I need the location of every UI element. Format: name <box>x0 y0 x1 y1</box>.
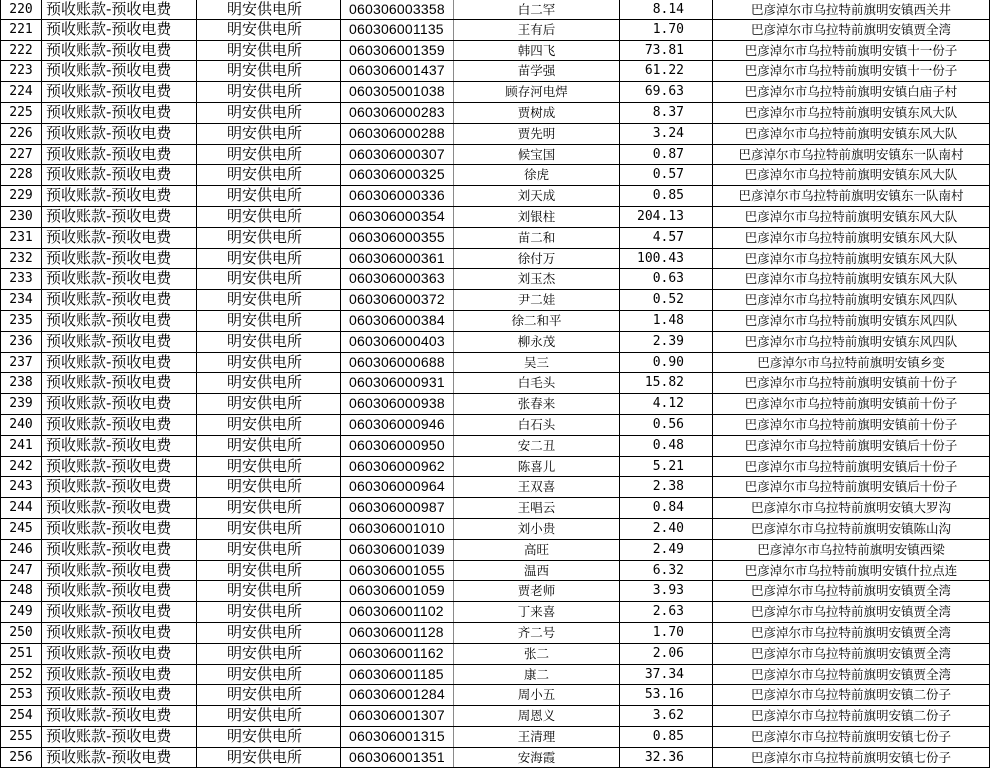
table-row <box>0 228 990 249</box>
account-number-cell[interactable]: 060306000946 <box>341 415 454 435</box>
station-cell[interactable]: 明安供电所 <box>197 290 341 310</box>
row-number-cell[interactable]: 241 <box>0 436 42 456</box>
account-cell[interactable]: 预收账款-预收电费 <box>42 353 197 373</box>
address-cell[interactable]: 巴彦淖尔市乌拉特前旗明安镇贾全湾 <box>713 623 990 643</box>
row-number-cell[interactable]: 250 <box>0 623 42 643</box>
account-cell[interactable]: 预收账款-预收电费 <box>42 477 197 497</box>
account-number-cell[interactable]: 060306000931 <box>341 373 454 393</box>
customer-name-cell[interactable]: 苗学强 <box>454 61 620 81</box>
amount-cell[interactable]: 2.38 <box>620 477 713 497</box>
address-cell[interactable]: 巴彦淖尔市乌拉特前旗明安镇七份子 <box>713 748 990 768</box>
amount-cell[interactable]: 0.56 <box>620 415 713 435</box>
account-number-cell[interactable]: 060306001039 <box>341 540 454 560</box>
address-cell[interactable]: 巴彦淖尔市乌拉特前旗明安镇贾全湾 <box>713 644 990 664</box>
amount-cell[interactable]: 4.12 <box>620 394 713 414</box>
table-row <box>0 727 990 748</box>
row-number-cell[interactable]: 221 <box>0 20 42 40</box>
station-cell[interactable]: 明安供电所 <box>197 457 341 477</box>
account-cell[interactable]: 预收账款-预收电费 <box>42 540 197 560</box>
station-cell[interactable]: 明安供电所 <box>197 373 341 393</box>
account-cell[interactable]: 预收账款-预收电费 <box>42 207 197 227</box>
amount-cell[interactable]: 0.48 <box>620 436 713 456</box>
customer-name-cell[interactable]: 徐付万 <box>454 249 620 269</box>
address-cell[interactable]: 巴彦淖尔市乌拉特前旗明安镇东风大队 <box>713 269 990 289</box>
account-number-cell[interactable]: 060306000354 <box>341 207 454 227</box>
amount-cell[interactable]: 4.57 <box>620 228 713 248</box>
address-cell[interactable]: 巴彦淖尔市乌拉特前旗明安镇后十份子 <box>713 436 990 456</box>
address-cell[interactable]: 巴彦淖尔市乌拉特前旗明安镇贾全湾 <box>713 602 990 622</box>
address-cell[interactable]: 巴彦淖尔市乌拉特前旗明安镇十一份子 <box>713 61 990 81</box>
table-row <box>0 644 990 665</box>
address-cell[interactable]: 巴彦淖尔市乌拉特前旗明安镇陈山沟 <box>713 519 990 539</box>
station-cell[interactable]: 明安供电所 <box>197 61 341 81</box>
amount-cell[interactable]: 3.93 <box>620 581 713 601</box>
address-cell[interactable]: 巴彦淖尔市乌拉特前旗明安镇东风大队 <box>713 103 990 123</box>
station-cell[interactable]: 明安供电所 <box>197 623 341 643</box>
table-row <box>0 353 990 374</box>
amount-cell[interactable]: 0.90 <box>620 353 713 373</box>
customer-name-cell[interactable]: 张二 <box>454 644 620 664</box>
address-cell[interactable]: 巴彦淖尔市乌拉特前旗明安镇后十份子 <box>713 457 990 477</box>
address-cell[interactable]: 巴彦淖尔市乌拉特前旗明安镇二份子 <box>713 685 990 705</box>
station-cell[interactable]: 明安供电所 <box>197 332 341 352</box>
amount-cell[interactable]: 0.87 <box>620 145 713 165</box>
customer-name-cell[interactable]: 吴三 <box>454 353 620 373</box>
customer-name-cell[interactable]: 刘天成 <box>454 186 620 206</box>
customer-name-cell[interactable]: 白石头 <box>454 415 620 435</box>
customer-name-cell[interactable]: 齐二号 <box>454 623 620 643</box>
account-cell[interactable]: 预收账款-预收电费 <box>42 165 197 185</box>
row-number-cell[interactable]: 255 <box>0 727 42 747</box>
row-number-cell[interactable]: 245 <box>0 519 42 539</box>
station-cell[interactable]: 明安供电所 <box>197 165 341 185</box>
station-cell[interactable]: 明安供电所 <box>197 540 341 560</box>
account-cell[interactable]: 预收账款-预收电费 <box>42 20 197 40</box>
customer-name-cell[interactable]: 陈喜儿 <box>454 457 620 477</box>
address-cell[interactable]: 巴彦淖尔市乌拉特前旗明安镇东风大队 <box>713 165 990 185</box>
account-number-cell[interactable]: 060306000336 <box>341 186 454 206</box>
customer-name-cell[interactable]: 周小五 <box>454 685 620 705</box>
station-cell[interactable]: 明安供电所 <box>197 249 341 269</box>
row-number-cell[interactable]: 237 <box>0 353 42 373</box>
customer-name-cell[interactable]: 贾老师 <box>454 581 620 601</box>
account-number-cell[interactable]: 060306000283 <box>341 103 454 123</box>
row-number-cell[interactable]: 227 <box>0 145 42 165</box>
account-cell[interactable]: 预收账款-预收电费 <box>42 623 197 643</box>
amount-cell[interactable]: 3.24 <box>620 124 713 144</box>
row-number-cell[interactable]: 231 <box>0 228 42 248</box>
account-number-cell[interactable]: 060306003358 <box>341 0 454 19</box>
amount-cell[interactable]: 8.14 <box>620 0 713 19</box>
address-cell[interactable]: 巴彦淖尔市乌拉特前旗明安镇东风大队 <box>713 249 990 269</box>
account-cell[interactable]: 预收账款-预收电费 <box>42 727 197 747</box>
table-row <box>0 373 990 394</box>
account-cell[interactable]: 预收账款-预收电费 <box>42 61 197 81</box>
table-row <box>0 249 990 270</box>
amount-cell[interactable]: 3.62 <box>620 706 713 726</box>
row-number-cell[interactable]: 234 <box>0 290 42 310</box>
customer-name-cell[interactable]: 柳永茂 <box>454 332 620 352</box>
address-cell[interactable]: 巴彦淖尔市乌拉特前旗明安镇东风四队 <box>713 332 990 352</box>
address-cell[interactable]: 巴彦淖尔市乌拉特前旗明安镇东风四队 <box>713 311 990 331</box>
station-cell[interactable]: 明安供电所 <box>197 498 341 518</box>
customer-name-cell[interactable]: 刘小贵 <box>454 519 620 539</box>
table-row <box>0 498 990 519</box>
account-cell[interactable]: 预收账款-预收电费 <box>42 82 197 102</box>
account-number-cell[interactable]: 060306000307 <box>341 145 454 165</box>
account-number-cell[interactable]: 060306001307 <box>341 706 454 726</box>
table-row <box>0 124 990 145</box>
station-cell[interactable]: 明安供电所 <box>197 353 341 373</box>
table-row <box>0 623 990 644</box>
table-row <box>0 165 990 186</box>
station-cell[interactable]: 明安供电所 <box>197 561 341 581</box>
row-number-cell[interactable]: 226 <box>0 124 42 144</box>
customer-name-cell[interactable]: 王唱云 <box>454 498 620 518</box>
customer-name-cell[interactable]: 徐二和平 <box>454 311 620 331</box>
customer-name-cell[interactable]: 安海霞 <box>454 748 620 768</box>
address-cell[interactable]: 巴彦淖尔市乌拉特前旗明安镇后十份子 <box>713 477 990 497</box>
table-row <box>0 103 990 124</box>
account-cell[interactable]: 预收账款-预收电费 <box>42 602 197 622</box>
station-cell[interactable]: 明安供电所 <box>197 581 341 601</box>
row-number-cell[interactable]: 249 <box>0 602 42 622</box>
address-cell[interactable]: 巴彦淖尔市乌拉特前旗明安镇贾全湾 <box>713 665 990 685</box>
account-number-cell[interactable]: 060306000688 <box>341 353 454 373</box>
account-cell[interactable]: 预收账款-预收电费 <box>42 249 197 269</box>
account-number-cell[interactable]: 060306000363 <box>341 269 454 289</box>
customer-name-cell[interactable]: 安二丑 <box>454 436 620 456</box>
address-cell[interactable]: 巴彦淖尔市乌拉特前旗明安镇什拉点连 <box>713 561 990 581</box>
row-number-cell[interactable]: 243 <box>0 477 42 497</box>
account-number-cell[interactable]: 060306001315 <box>341 727 454 747</box>
account-cell[interactable]: 预收账款-预收电费 <box>42 290 197 310</box>
row-number-cell[interactable]: 244 <box>0 498 42 518</box>
station-cell[interactable]: 明安供电所 <box>197 20 341 40</box>
station-cell[interactable]: 明安供电所 <box>197 685 341 705</box>
row-number-cell[interactable]: 235 <box>0 311 42 331</box>
address-cell[interactable]: 巴彦淖尔市乌拉特前旗明安镇东风大队 <box>713 207 990 227</box>
table-row <box>0 540 990 561</box>
row-number-cell[interactable]: 230 <box>0 207 42 227</box>
amount-cell[interactable]: 0.57 <box>620 165 713 185</box>
amount-cell[interactable]: 2.39 <box>620 332 713 352</box>
row-number-cell[interactable]: 229 <box>0 186 42 206</box>
account-number-cell[interactable]: 060306001437 <box>341 61 454 81</box>
table-row <box>0 457 990 478</box>
account-cell[interactable]: 预收账款-预收电费 <box>42 581 197 601</box>
amount-cell[interactable]: 8.37 <box>620 103 713 123</box>
table-row <box>0 332 990 353</box>
customer-name-cell[interactable]: 王双喜 <box>454 477 620 497</box>
account-cell[interactable]: 预收账款-预收电费 <box>42 519 197 539</box>
address-cell[interactable]: 巴彦淖尔市乌拉特前旗明安镇前十份子 <box>713 394 990 414</box>
address-cell[interactable]: 巴彦淖尔市乌拉特前旗明安镇东一队南村 <box>713 145 990 165</box>
account-cell[interactable]: 预收账款-预收电费 <box>42 415 197 435</box>
station-cell[interactable]: 明安供电所 <box>197 706 341 726</box>
amount-cell[interactable]: 5.21 <box>620 457 713 477</box>
account-cell[interactable]: 预收账款-预收电费 <box>42 748 197 768</box>
amount-cell[interactable]: 0.85 <box>620 727 713 747</box>
address-cell[interactable]: 巴彦淖尔市乌拉特前旗明安镇乡变 <box>713 353 990 373</box>
account-number-cell[interactable]: 060306000355 <box>341 228 454 248</box>
station-cell[interactable]: 明安供电所 <box>197 311 341 331</box>
table-row <box>0 145 990 166</box>
account-number-cell[interactable]: 060306000938 <box>341 394 454 414</box>
amount-cell[interactable]: 0.63 <box>620 269 713 289</box>
table-row <box>0 519 990 540</box>
station-cell[interactable]: 明安供电所 <box>197 82 341 102</box>
station-cell[interactable]: 明安供电所 <box>197 124 341 144</box>
customer-name-cell[interactable]: 白二罕 <box>454 0 620 19</box>
account-number-cell[interactable]: 060306001162 <box>341 644 454 664</box>
account-number-cell[interactable]: 060306000964 <box>341 477 454 497</box>
station-cell[interactable]: 明安供电所 <box>197 394 341 414</box>
row-number-cell[interactable]: 252 <box>0 665 42 685</box>
station-cell[interactable]: 明安供电所 <box>197 665 341 685</box>
account-number-cell[interactable]: 060306001128 <box>341 623 454 643</box>
account-number-cell[interactable]: 060306000288 <box>341 124 454 144</box>
amount-cell[interactable]: 15.82 <box>620 373 713 393</box>
account-number-cell[interactable]: 060306001359 <box>341 41 454 61</box>
row-number-cell[interactable]: 220 <box>0 0 42 19</box>
station-cell[interactable]: 明安供电所 <box>197 727 341 747</box>
account-number-cell[interactable]: 060306000962 <box>341 457 454 477</box>
account-number-cell[interactable]: 060306001102 <box>341 602 454 622</box>
table-row <box>0 561 990 582</box>
row-number-cell[interactable]: 236 <box>0 332 42 352</box>
account-number-cell[interactable]: 060306000403 <box>341 332 454 352</box>
address-cell[interactable]: 巴彦淖尔市乌拉特前旗明安镇西关井 <box>713 0 990 19</box>
amount-cell[interactable]: 0.52 <box>620 290 713 310</box>
account-number-cell[interactable]: 060306001055 <box>341 561 454 581</box>
account-cell[interactable]: 预收账款-预收电费 <box>42 103 197 123</box>
account-cell[interactable]: 预收账款-预收电费 <box>42 394 197 414</box>
customer-name-cell[interactable]: 苗二和 <box>454 228 620 248</box>
table-row <box>0 685 990 706</box>
table-row <box>0 581 990 602</box>
station-cell[interactable]: 明安供电所 <box>197 602 341 622</box>
account-number-cell[interactable]: 060306001351 <box>341 748 454 768</box>
customer-name-cell[interactable]: 刘玉杰 <box>454 269 620 289</box>
station-cell[interactable]: 明安供电所 <box>197 519 341 539</box>
address-cell[interactable]: 巴彦淖尔市乌拉特前旗明安镇东风大队 <box>713 228 990 248</box>
amount-cell[interactable]: 204.13 <box>620 207 713 227</box>
amount-cell[interactable]: 2.49 <box>620 540 713 560</box>
station-cell[interactable]: 明安供电所 <box>197 103 341 123</box>
table-row <box>0 311 990 332</box>
row-number-cell[interactable]: 239 <box>0 394 42 414</box>
customer-name-cell[interactable]: 韩四飞 <box>454 41 620 61</box>
account-cell[interactable]: 预收账款-预收电费 <box>42 685 197 705</box>
row-number-cell[interactable]: 246 <box>0 540 42 560</box>
table-row <box>0 61 990 82</box>
customer-name-cell[interactable]: 顾存河电焊 <box>454 82 620 102</box>
account-cell[interactable]: 预收账款-预收电费 <box>42 145 197 165</box>
account-cell[interactable]: 预收账款-预收电费 <box>42 186 197 206</box>
customer-name-cell[interactable]: 徐虎 <box>454 165 620 185</box>
row-number-cell[interactable]: 254 <box>0 706 42 726</box>
station-cell[interactable]: 明安供电所 <box>197 477 341 497</box>
customer-name-cell[interactable]: 候宝国 <box>454 145 620 165</box>
row-number-cell[interactable]: 238 <box>0 373 42 393</box>
account-number-cell[interactable]: 060306000372 <box>341 290 454 310</box>
station-cell[interactable]: 明安供电所 <box>197 644 341 664</box>
table-row <box>0 748 990 769</box>
account-number-cell[interactable]: 060305001038 <box>341 82 454 102</box>
customer-name-cell[interactable]: 丁来喜 <box>454 602 620 622</box>
amount-cell[interactable]: 53.16 <box>620 685 713 705</box>
table-row <box>0 290 990 311</box>
address-cell[interactable]: 巴彦淖尔市乌拉特前旗明安镇西梁 <box>713 540 990 560</box>
address-cell[interactable]: 巴彦淖尔市乌拉特前旗明安镇东风四队 <box>713 290 990 310</box>
row-number-cell[interactable]: 242 <box>0 457 42 477</box>
customer-name-cell[interactable]: 张春来 <box>454 394 620 414</box>
customer-name-cell[interactable]: 刘银柱 <box>454 207 620 227</box>
table-row <box>0 477 990 498</box>
row-number-cell[interactable]: 253 <box>0 685 42 705</box>
address-cell[interactable]: 巴彦淖尔市乌拉特前旗明安镇前十份子 <box>713 415 990 435</box>
account-cell[interactable]: 预收账款-预收电费 <box>42 269 197 289</box>
amount-cell[interactable]: 69.63 <box>620 82 713 102</box>
amount-cell[interactable]: 2.63 <box>620 602 713 622</box>
address-cell[interactable]: 巴彦淖尔市乌拉特前旗明安镇贾全湾 <box>713 581 990 601</box>
table-row <box>0 394 990 415</box>
account-number-cell[interactable]: 060306001284 <box>341 685 454 705</box>
customer-name-cell[interactable]: 尹二娃 <box>454 290 620 310</box>
account-number-cell[interactable]: 060306000361 <box>341 249 454 269</box>
account-cell[interactable]: 预收账款-预收电费 <box>42 644 197 664</box>
customer-name-cell[interactable]: 贾先明 <box>454 124 620 144</box>
address-cell[interactable]: 巴彦淖尔市乌拉特前旗明安镇东风大队 <box>713 124 990 144</box>
row-number-cell[interactable]: 225 <box>0 103 42 123</box>
address-cell[interactable]: 巴彦淖尔市乌拉特前旗明安镇白庙子村 <box>713 82 990 102</box>
address-cell[interactable]: 巴彦淖尔市乌拉特前旗明安镇二份子 <box>713 706 990 726</box>
account-cell[interactable]: 预收账款-预收电费 <box>42 665 197 685</box>
customer-name-cell[interactable]: 温西 <box>454 561 620 581</box>
account-cell[interactable]: 预收账款-预收电费 <box>42 457 197 477</box>
row-number-cell[interactable]: 232 <box>0 249 42 269</box>
address-cell[interactable]: 巴彦淖尔市乌拉特前旗明安镇大罗沟 <box>713 498 990 518</box>
amount-cell[interactable]: 73.81 <box>620 41 713 61</box>
account-cell[interactable]: 预收账款-预收电费 <box>42 332 197 352</box>
table-row <box>0 186 990 207</box>
address-cell[interactable]: 巴彦淖尔市乌拉特前旗明安镇前十份子 <box>713 373 990 393</box>
address-cell[interactable]: 巴彦淖尔市乌拉特前旗明安镇七份子 <box>713 727 990 747</box>
station-cell[interactable]: 明安供电所 <box>197 207 341 227</box>
address-cell[interactable]: 巴彦淖尔市乌拉特前旗明安镇贾全湾 <box>713 20 990 40</box>
account-cell[interactable]: 预收账款-预收电费 <box>42 228 197 248</box>
table-row <box>0 207 990 228</box>
amount-cell[interactable]: 2.06 <box>620 644 713 664</box>
station-cell[interactable]: 明安供电所 <box>197 436 341 456</box>
account-cell[interactable]: 预收账款-预收电费 <box>42 41 197 61</box>
account-cell[interactable]: 预收账款-预收电费 <box>42 124 197 144</box>
amount-cell[interactable]: 100.43 <box>620 249 713 269</box>
row-number-cell[interactable]: 256 <box>0 748 42 768</box>
row-number-cell[interactable]: 248 <box>0 581 42 601</box>
customer-name-cell[interactable]: 康二 <box>454 665 620 685</box>
account-cell[interactable]: 预收账款-预收电费 <box>42 436 197 456</box>
row-number-cell[interactable]: 224 <box>0 82 42 102</box>
amount-cell[interactable]: 1.48 <box>620 311 713 331</box>
station-cell[interactable]: 明安供电所 <box>197 0 341 19</box>
station-cell[interactable]: 明安供电所 <box>197 186 341 206</box>
account-cell[interactable]: 预收账款-预收电费 <box>42 561 197 581</box>
account-cell[interactable]: 预收账款-预收电费 <box>42 311 197 331</box>
station-cell[interactable]: 明安供电所 <box>197 415 341 435</box>
customer-name-cell[interactable]: 王有后 <box>454 20 620 40</box>
station-cell[interactable]: 明安供电所 <box>197 41 341 61</box>
amount-cell[interactable]: 1.70 <box>620 623 713 643</box>
customer-name-cell[interactable]: 白毛头 <box>454 373 620 393</box>
address-cell[interactable]: 巴彦淖尔市乌拉特前旗明安镇十一份子 <box>713 41 990 61</box>
account-number-cell[interactable]: 060306000325 <box>341 165 454 185</box>
amount-cell[interactable]: 0.84 <box>620 498 713 518</box>
customer-name-cell[interactable]: 王清理 <box>454 727 620 747</box>
row-number-cell[interactable]: 247 <box>0 561 42 581</box>
station-cell[interactable]: 明安供电所 <box>197 748 341 768</box>
row-number-cell[interactable]: 228 <box>0 165 42 185</box>
amount-cell[interactable]: 37.34 <box>620 665 713 685</box>
row-number-cell[interactable]: 223 <box>0 61 42 81</box>
row-number-cell[interactable]: 240 <box>0 415 42 435</box>
amount-cell[interactable]: 6.32 <box>620 561 713 581</box>
table-row <box>0 20 990 41</box>
address-cell[interactable]: 巴彦淖尔市乌拉特前旗明安镇东一队南村 <box>713 186 990 206</box>
table-row <box>0 41 990 62</box>
table-row <box>0 82 990 103</box>
table-row <box>0 415 990 436</box>
table-row <box>0 665 990 686</box>
amount-cell[interactable]: 61.22 <box>620 61 713 81</box>
account-number-cell[interactable]: 060306001059 <box>341 581 454 601</box>
row-number-cell[interactable]: 222 <box>0 41 42 61</box>
table-row <box>0 602 990 623</box>
account-number-cell[interactable]: 060306000384 <box>341 311 454 331</box>
table-row <box>0 436 990 457</box>
row-number-cell[interactable]: 233 <box>0 269 42 289</box>
customer-name-cell[interactable]: 高旺 <box>454 540 620 560</box>
amount-cell[interactable]: 1.70 <box>620 20 713 40</box>
customer-name-cell[interactable]: 周恩义 <box>454 706 620 726</box>
station-cell[interactable]: 明安供电所 <box>197 228 341 248</box>
amount-cell[interactable]: 32.36 <box>620 748 713 768</box>
row-number-cell[interactable]: 251 <box>0 644 42 664</box>
account-cell[interactable]: 预收账款-预收电费 <box>42 373 197 393</box>
station-cell[interactable]: 明安供电所 <box>197 269 341 289</box>
account-cell[interactable]: 预收账款-预收电费 <box>42 498 197 518</box>
amount-cell[interactable]: 2.40 <box>620 519 713 539</box>
account-number-cell[interactable]: 060306001135 <box>341 20 454 40</box>
table-row <box>0 269 990 290</box>
customer-name-cell[interactable]: 贾树成 <box>454 103 620 123</box>
account-number-cell[interactable]: 060306001010 <box>341 519 454 539</box>
account-cell[interactable]: 预收账款-预收电费 <box>42 0 197 19</box>
account-number-cell[interactable]: 060306001185 <box>341 665 454 685</box>
table-row <box>0 706 990 727</box>
table-row <box>0 0 990 20</box>
account-cell[interactable]: 预收账款-预收电费 <box>42 706 197 726</box>
amount-cell[interactable]: 0.85 <box>620 186 713 206</box>
account-number-cell[interactable]: 060306000950 <box>341 436 454 456</box>
account-number-cell[interactable]: 060306000987 <box>341 498 454 518</box>
station-cell[interactable]: 明安供电所 <box>197 145 341 165</box>
